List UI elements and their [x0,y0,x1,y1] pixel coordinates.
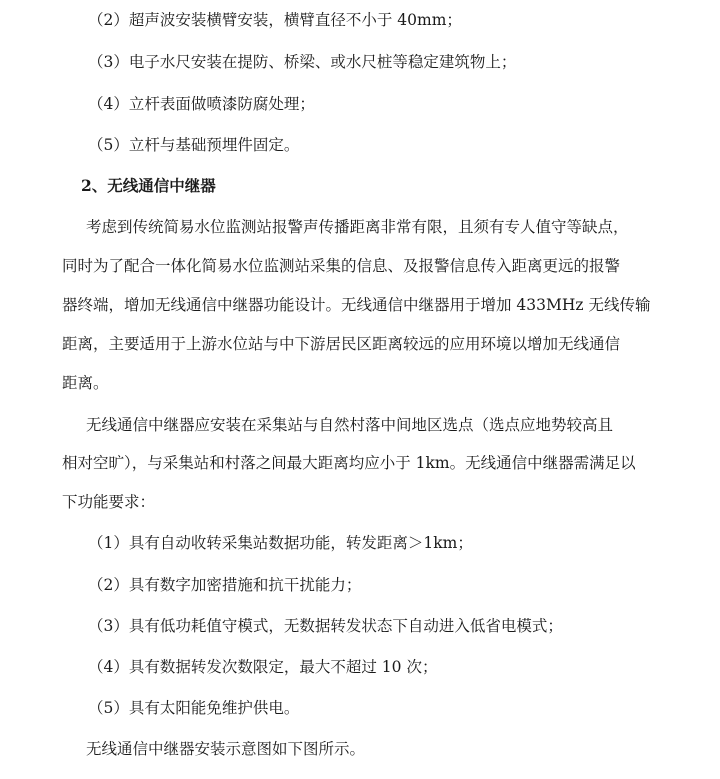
list-item: （3）电子水尺安装在提防、桥梁、或水尺桩等稳定建筑物上； [88,53,517,71]
list-item: （5）具有太阳能免维护供电。 [88,699,300,717]
list-item: （2）具有数字加密措施和抗干扰能力； [88,576,362,594]
paragraph-line: 同时为了配合一体化简易水位监测站采集的信息、及报警信息传入距离更远的报警 [62,257,621,275]
paragraph-line: 下功能要求： [62,493,156,511]
list-item: （1）具有自动收转采集站数据功能，转发距离＞1km； [88,534,473,552]
paragraph-line: 考虑到传统简易水位监测站报警声传播距离非常有限，且须有专人值守等缺点， [86,218,629,236]
list-item: （5）立杆与基础预埋件固定。 [88,136,300,154]
paragraph-line: 相对空旷），与采集站和村落之间最大距离均应小于 1km。无线通信中继器需满足以 [62,454,636,472]
list-item: （2）超声波安装横臂安装，横臂直径不小于 40mm； [88,11,462,29]
closing-sentence: 无线通信中继器安装示意图如下图所示。 [86,740,366,758]
paragraph-line: 距离。 [62,374,109,392]
paragraph-line: 无线通信中继器应安装在采集站与自然村落中间地区选点（选点应地势较高且 [86,416,614,434]
list-item: （4）具有数据转发次数限定，最大不超过 10 次； [88,658,438,676]
paragraph-line: 器终端，增加无线通信中继器功能设计。无线通信中继器用于增加 433MHz 无线传输 [62,296,651,314]
section-heading: 2、无线通信中继器 [81,176,216,195]
paragraph-line: 距离，主要适用于上游水位站与中下游居民区距离较远的应用环境以增加无线通信 [62,335,621,353]
list-item: （4）立杆表面做喷漆防腐处理； [88,95,315,113]
list-item: （3）具有低功耗值守模式，无数据转发状态下自动进入低省电模式； [88,617,563,635]
